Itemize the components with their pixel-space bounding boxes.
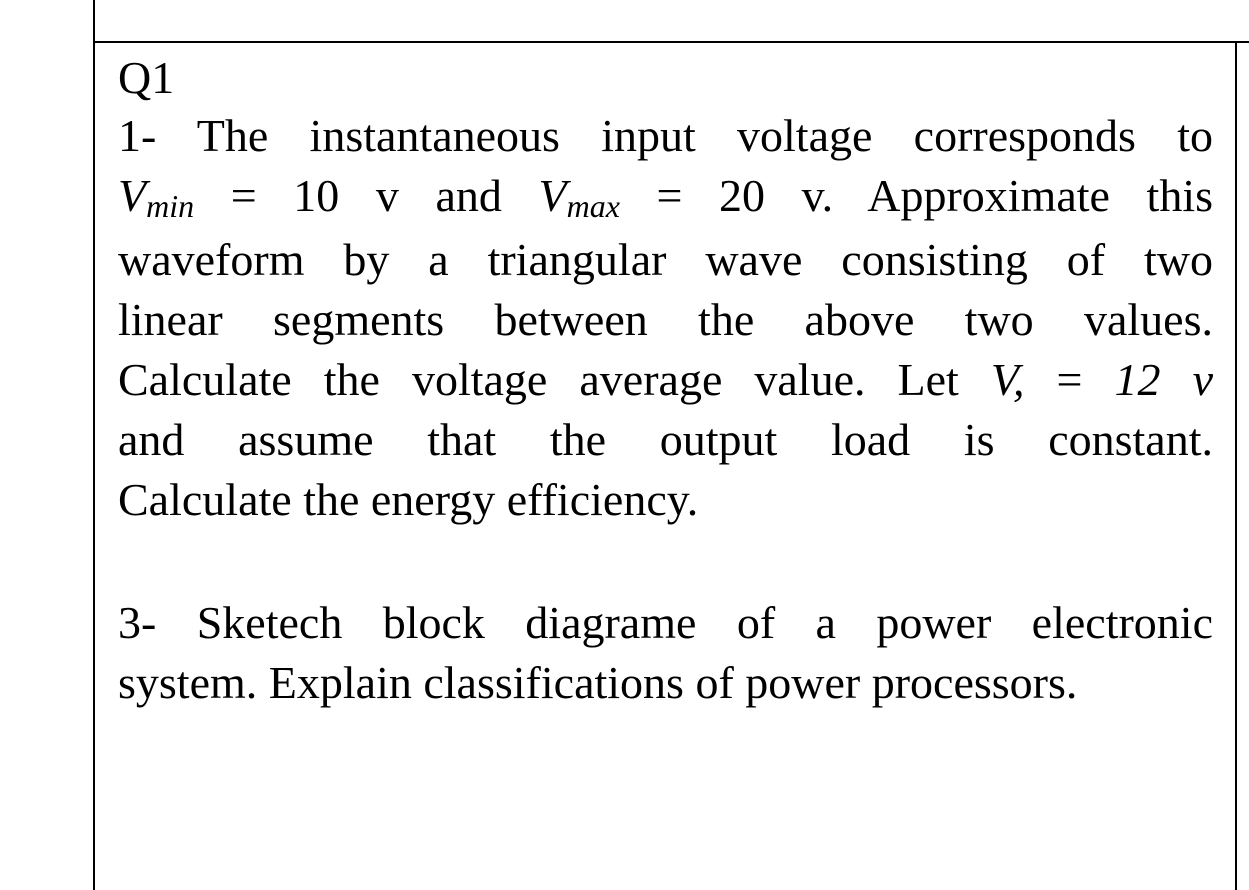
q1-line-1: 1- The instantaneous input voltage corresponds to <box>118 110 1213 161</box>
q3-line-1: 3- Sketech block diagrame of a power electronic <box>118 597 1213 648</box>
q1-line-5 <box>118 350 1213 410</box>
table-left-border <box>93 0 95 890</box>
vmax-value: = 20 v. Approximate this <box>619 170 1214 221</box>
q1-line-3: waveform by a triangular wave consisting of two <box>118 234 1213 285</box>
vmin-value: = 10 v and <box>194 170 539 221</box>
table-row-divider <box>94 41 1249 43</box>
q1-line-7: Calculate the energy efficiency. <box>118 474 699 525</box>
line5-variable: V, <box>990 354 1025 405</box>
question-cell <box>118 50 1213 713</box>
vmin-subscript: min <box>146 188 195 224</box>
q1-line-2 <box>118 166 1213 230</box>
q1-line-4: linear segments between the above two values. <box>118 294 1213 345</box>
line5-value: 12 v <box>1114 354 1213 405</box>
vmin-symbol: V <box>118 170 147 221</box>
table-right-border <box>1235 42 1237 890</box>
q3-line-2: system. Explain classifications of power processors. <box>118 657 1078 708</box>
question-label: Q1 <box>118 52 175 103</box>
q1-line-6: and assume that the output load is constant. <box>118 414 1213 465</box>
vmax-subscript: max <box>566 188 620 224</box>
line5-prefix: Calculate the voltage average value. Let <box>118 354 991 405</box>
paragraph-gap <box>118 530 1213 593</box>
line5-equals: = <box>1024 354 1115 405</box>
vmax-symbol: V <box>538 170 567 221</box>
